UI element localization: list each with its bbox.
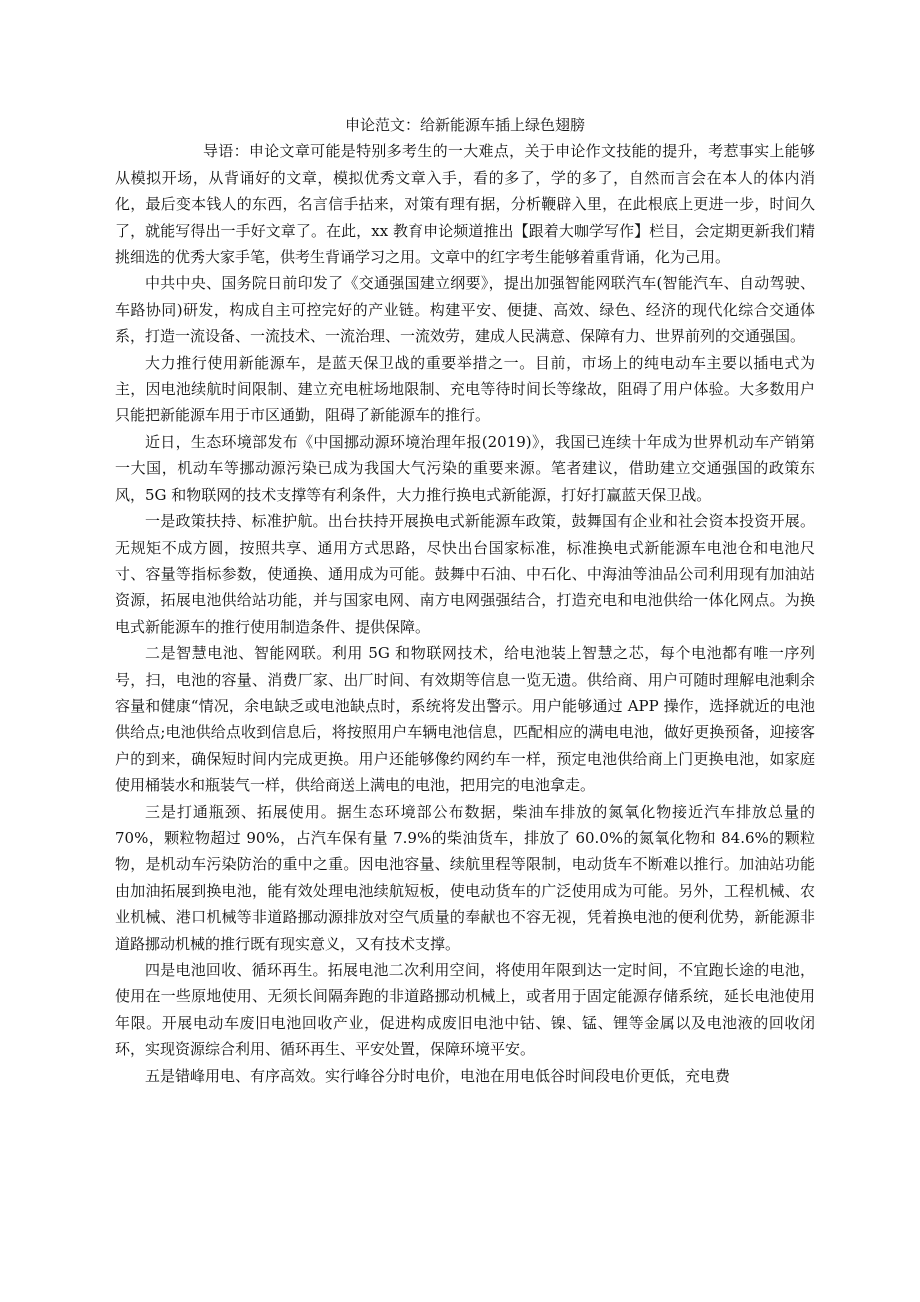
body-paragraph: 大力推行使用新能源车，是蓝天保卫战的重要举措之一。目前，市场上的纯电动车主要以插电式为主，因电池续航时间限制、建立充电桩场地限制、充电等待时间长等缘故，阻碍了用户体验。大多数用户只能把新能源车用于市区通勤，阻碍了新能源车的推行。 bbox=[115, 353, 815, 425]
body-paragraph: 中共中央、国务院日前印发了《交通强国建立纲要》，提出加强智能网联汽车(智能汽车、自动驾驶、车路协同)研发，构成自主可控完好的产业链。构建平安、便捷、高效、绿色、经济的现代化综合交通体系，打造一流设备、一流技术、一流治理、一流效劳，建成人民满意、保障有力、世界前列的交通强国。 bbox=[115, 274, 815, 346]
document-page bbox=[115, 112, 815, 1089]
document-title: 申论范文：给新能源车插上绿色翅膀 bbox=[344, 116, 585, 134]
body-paragraph: 二是智慧电池、智能网联。利用 5G 和物联网技术，给电池装上智慧之芯，每个电池都有唯一序列号，扫，电池的容量、消费厂家、出厂时间、有效期等信息一览无遗。供给商、用户可随时理解电池剩余容量和健康“情况，余电缺乏或电池缺点时，系统将发出警示。用户能够通过 APP 操作，选择就近的电池供给点;电池供给点收到信息后，将按照用户车辆电池信息，匹配相应的满电电池，做好更换预备，迎接客户的到来，确保短时间内完成更换。用户还能够像约网约车一样，预定电池供给商上门更换电池，如家庭使用桶装水和瓶装气一样，供给商送上满电的电池，把用完的电池拿走。 bbox=[115, 644, 815, 795]
body-paragraph: 一是政策扶持、标准护航。出台扶持开展换电式新能源车政策，鼓舞国有企业和社会资本投资开展。无规矩不成方圆，按照共享、通用方式思路，尽快出台国家标准，标准换电式新能源车电池仓和电池尺寸、容量等指标参数，使通换、通用成为可能。鼓舞中石油、中石化、中海油等油品公司利用现有加油站资源，拓展电池供给站功能，并与国家电网、南方电网强强结合，打造充电和电池供给一体化网点。为换电式新能源车的推行使用制造条件、提供保障。 bbox=[115, 512, 815, 636]
body-paragraph: 三是打通瓶颈、拓展使用。据生态环境部公布数据，柴油车排放的氮氧化物接近汽车排放总量的 70%，颗粒物超过 90%，占汽车保有量 7.9%的柴油货车，排放了 60.0%的氮氧化物和 84.6%的颗粒物，是机动车污染防治的重中之重。因电池容量、续航里程等限制，电动货车不断难以推行。加油站功能由加油拓展到换电池，能有效处理电池续航短板，使电动货车的广泛使用成为可能。另外，工程机械、农业机械、港口机械等非道路挪动源排放对空气质量的奉献也不容无视，凭着换电池的便利优势，新能源非道路挪动机械的推行既有现实意义，又有技术支撑。 bbox=[115, 802, 815, 953]
body-paragraph: 五是错峰用电、有序高效。实行峰谷分时电价，电池在用电低谷时间段电价更低，充电费 bbox=[145, 1066, 731, 1085]
body-paragraph: 近日，生态环境部发布《中国挪动源环境治理年报(2019)》，我国已连续十年成为世界机动车产销第一大国，机动车等挪动源污染已成为我国大气污染的重要来源。笔者建议，借助建立交通强国的政策东风，5G 和物联网的技术支撑等有利条件，大力推行换电式新能源，打好打赢蓝天保卫战。 bbox=[115, 432, 815, 504]
intro-paragraph: 导语：申论文章可能是特别多考生的一大难点，关于申论作文技能的提升，考惹事实上能够从模拟开场，从背诵好的文章，模拟优秀文章入手，看的多了，学的多了，自然而言会在本人的体内消化，最后变本钱人的东西，名言信手拈来，对策有理有据，分析鞭辟入里，在此根底上更进一步，时间久了，就能写得出一手好文章了。在此，xx 教育申论频道推出【跟着大咖学写作】栏目，会定期更新我们精挑细选的优秀大家手笔，供考生背诵学习之用。文章中的红字考生能够着重背诵，化为己用。 bbox=[115, 142, 815, 267]
body-paragraph: 四是电池回收、循环再生。拓展电池二次利用空间，将使用年限到达一定时间，不宜跑长途的电池，使用在一些原地使用、无须长间隔奔跑的非道路挪动机械上，或者用于固定能源存储系统，延长电池使用年限。开展电动车废旧电池回收产业，促进构成废旧电池中钴、镍、锰、锂等金属以及电池液的回收闭环，实现资源综合利用、循环再生、平安处置，保障环境平安。 bbox=[115, 961, 815, 1059]
